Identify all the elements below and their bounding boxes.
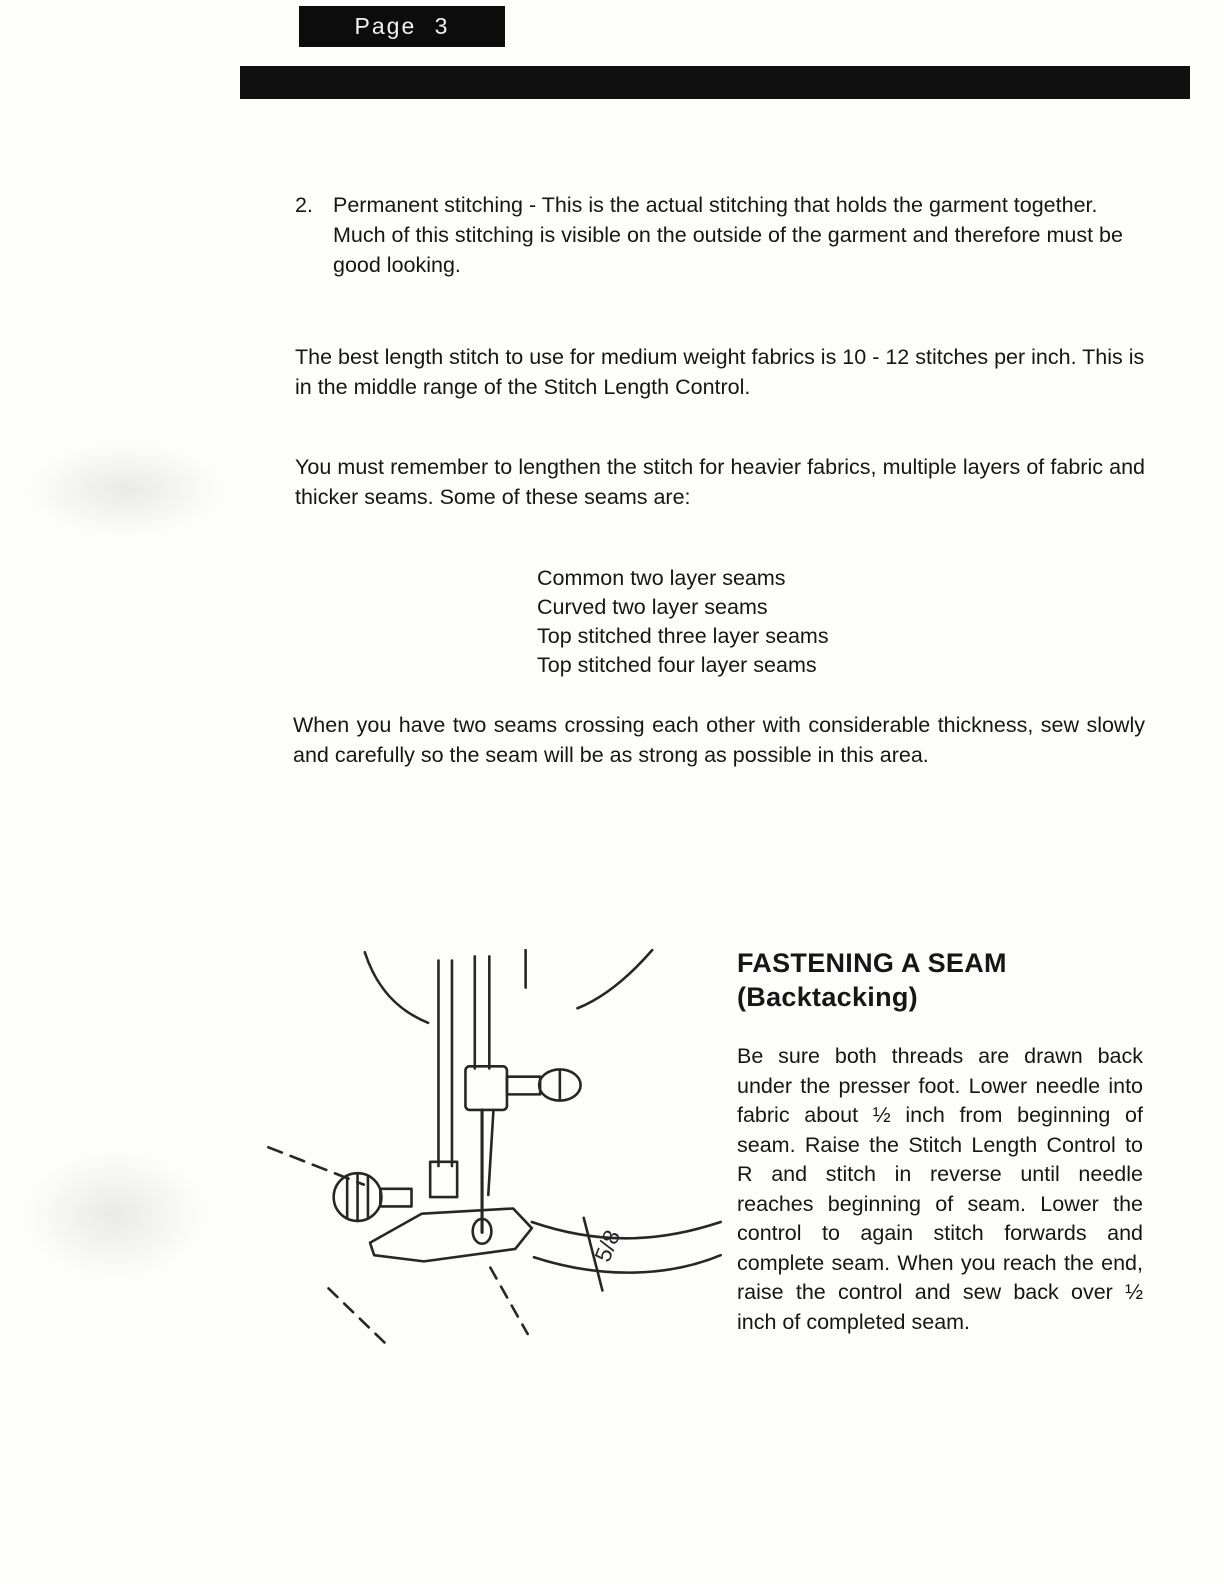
stitch-guide-dashes <box>329 1288 391 1348</box>
seam-marking-label: 5/8 <box>589 1226 626 1266</box>
foot-shank <box>430 1162 457 1197</box>
list-item: Curved two layer seams <box>537 595 768 619</box>
stitch-guide-dashes <box>490 1268 527 1334</box>
stitch-guide-dashes <box>268 1147 363 1184</box>
presser-foot-illustration <box>262 946 727 1361</box>
section-heading-line1: FASTENING A SEAM <box>737 948 1007 978</box>
numbered-item-2 <box>295 190 1150 280</box>
fabric-edge-line <box>532 1222 721 1238</box>
presser-foot-sole <box>370 1208 532 1261</box>
section-heading-line2: (Backtacking) <box>737 982 918 1012</box>
fabric-edge-line <box>534 1255 721 1272</box>
list-item: Top stitched four layer seams <box>537 653 817 677</box>
section-body-text: Be sure both threads are drawn back under the presser foot. Lower needle into fabric about ½ inch from beginning of seam. Raise the Stitch Length Control to R and stitch in reverse until needle reaches beginning of seam. Lower the control to again stitch forwards and complete seam. When you reach the end, raise the control and sew back over ½ inch of completed seam. <box>737 1044 1143 1334</box>
knob-shaft <box>380 1189 411 1207</box>
machine-housing-line <box>578 950 653 1008</box>
page-number-label <box>299 6 505 47</box>
scan-noise-smudge <box>25 1150 205 1280</box>
page-number-text: Page 3 <box>354 13 450 39</box>
item-text: Permanent stitching - This is the actual stitching that holds the garment together. Much of this stitching is visible on the outside of the garment and therefore must be good looking. <box>333 193 1123 277</box>
item-number: 2. <box>295 193 313 217</box>
paragraph-crossing-seams: When you have two seams crossing each other with considerable thickness, sew slowly and carefully so the seam will be as strong as possible in this area. <box>293 713 1145 767</box>
sewing-machine-drawing <box>262 946 727 1361</box>
header-rule-bar <box>240 66 1190 99</box>
seam-types-list <box>537 564 829 680</box>
thumb-screw-arm <box>507 1077 540 1095</box>
needle-clamp <box>465 1066 507 1110</box>
thread-line <box>488 1110 493 1195</box>
list-item: Top stitched three layer seams <box>537 624 829 648</box>
section-heading <box>737 946 1147 1014</box>
list-item: Common two layer seams <box>537 566 786 590</box>
machine-housing-line <box>365 952 428 1023</box>
paragraph-lengthen-stitch: You must remember to lengthen the stitch for heavier fabrics, multiple layers of fabric and thicker seams. Some of these seams are: <box>295 455 1145 509</box>
paragraph-stitch-length: The best length stitch to use for medium weight fabrics is 10 - 12 stitches per inch. This is in the middle range of the Stitch Length Control. <box>295 345 1145 399</box>
scan-noise-smudge <box>28 442 223 537</box>
